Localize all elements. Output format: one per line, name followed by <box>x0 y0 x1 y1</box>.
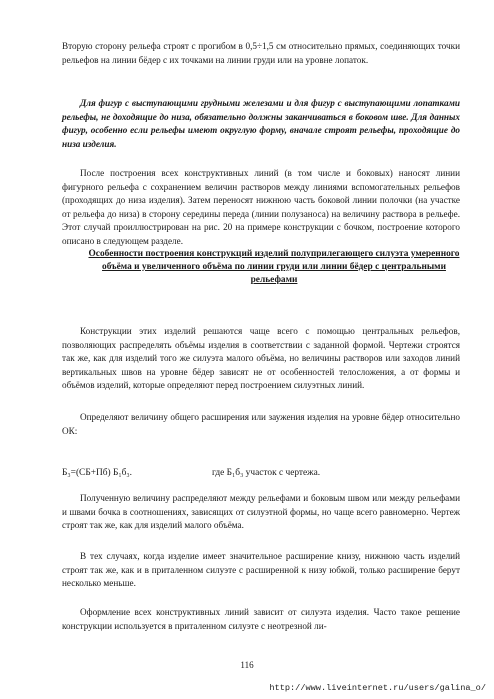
section-heading: Особенности построения конструкций изделий полуприлегающего силуэта умеренного объёма и увеличенного объёма по линии груди или линии бёдер с центральными рельефами <box>88 249 460 285</box>
watermark-url: http://www.liveinternet.ru/users/galina_o/ <box>269 683 486 693</box>
formula-explanation: где Б₁б₃ участок с чертежа. <box>212 468 321 478</box>
formula-expression: Б₃=(СБ+Пб) Б₁б₃. <box>62 468 133 478</box>
paragraph-line-finishing: Оформление всех конструктивных линий зависит от силуэта изделия. Часто такое решение конструкции используется в приталенном силуэте с неотрезной ли- <box>62 607 460 631</box>
paragraph-distribution: Полученную величину распределяют между рельефами и боковым швом или между рельефами и швами бочка в соотношениях, зависящих от силуэтной формы, но чаще всего равномерно. Чертеж строят так же, как для изделий малого объёма. <box>62 493 460 531</box>
page-number: 116 <box>240 660 254 670</box>
paragraph-emphasis-figures: Для фигур с выступающими грудными железами и для фигур с выступающими лопатками рельефы, не доходящие до низа, обязательно должны заканчиваться в боковом шве. Для данных фигур, особенно если рельефы имеют округлую форму, вначале строят рельефы, проходящие до низа изделия. <box>62 98 460 149</box>
paragraph-construction-lines: После построения всех конструктивных линий (в том числе и боковых) наносят линии фигурного рельефа с сохранением величин растворов между линиями вспомогательных рельефов (проходящих до низа изделия). Затем переносят нижнюю часть боковой линии полочки (на участке от рельефа до низа) в сторону середины переда (линии полузаноса) на величину раствора в рельефе. Этот случай проиллюстрирован на рис. 20 на примере конструкции с бочком, построение которого описано в следующем разделе. <box>62 168 460 246</box>
paragraph-hip-expansion: Определяют величину общего расширения или заужения изделия на уровне бёдер относительно ОК: <box>62 412 460 436</box>
paragraph-central-reliefs: Конструкции этих изделий решаются чаще всего с помощью центральных рельефов, позволяющих распределять объёмы изделия в соответствии с заданной формой. Чертежи строятся так же, как для изделий того же силуэта малого объёма, но величины растворов или заходов линий вертикальных швов на уровне бёдер зависят не от особенностей телосложения, а от формы и объёмов изделий, которые определяют перед построением силуэтных линий. <box>62 326 460 391</box>
paragraph-relief-second-side: Вторую сторону рельефа строят с прогибом в 0,5÷1,5 см относительно прямых, соединяющих точки рельефов на линии бёдер с их точками на линии груди или на уровне лопаток. <box>62 41 460 65</box>
paragraph-flared-bottom: В тех случаях, когда изделие имеет значительное расширение книзу, нижнюю часть изделий строят так же, как и в приталенном силуэте с расширенной к низу юбкой, только расширение берут несколько меньше. <box>62 551 460 589</box>
